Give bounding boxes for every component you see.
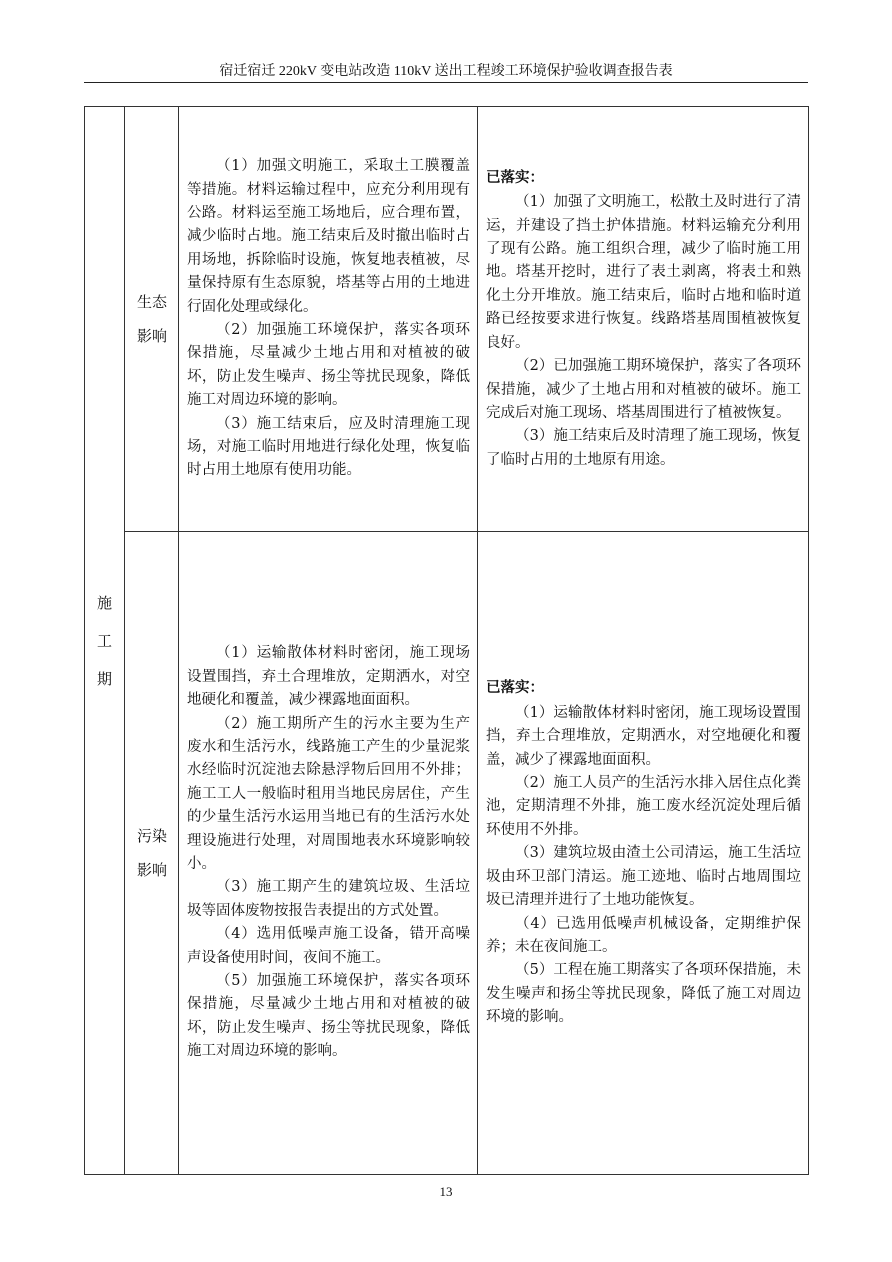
implementation-cell-pollution — [478, 532, 809, 1175]
page-number: 13 — [439, 1184, 453, 1199]
category-label: 污染 — [137, 827, 168, 845]
implementation-paragraph: （1）加强了文明施工，松散土及时进行了清运，并建设了挡土护体措施。材料运输充分利用了现有公路。施工组织合理，减少了临时施工用地。塔基开挖时，进行了表土剥离，将表土和熟化土分开堆放。施工结束后，临时占地和临时道路已经按要求进行恢复。线路塔基周围植被恢复良好。 — [486, 194, 801, 351]
requirement-paragraph: （3）施工结束后，应及时清理施工现场，对施工临时用地进行绿化处理，恢复临时占用土地原有使用功能。 — [187, 415, 470, 479]
implementation-paragraph: （2）已加强施工期环境保护，落实了各项环保措施，减少了土地占用和对植被的破坏。施工完成后对施工现场、塔基周围进行了植被恢复。 — [486, 358, 801, 421]
requirements-cell-pollution — [179, 532, 478, 1175]
survey-table — [84, 106, 809, 1175]
implementation-paragraph: （1）运输散体材料时密闭，施工现场设置围挡，弃土合理堆放，定期洒水，对空地硬化和覆盖，减少了裸露地面面积。 — [486, 704, 801, 768]
category-label: 影响 — [137, 327, 168, 345]
status-label: 已落实： — [486, 679, 544, 697]
requirement-paragraph: （2）加强施工环境保护，落实各项环保措施，尽量减少土地占用和对植被的破坏，防止发生噪声、扬尘等扰民现象，降低施工对周边环境的影响。 — [187, 322, 470, 409]
category-cell-pollution — [125, 532, 179, 1175]
requirement-paragraph: （4）选用低噪声施工设备，错开高噪声设备使用时间，夜间不施工。 — [187, 926, 470, 966]
phase-char: 施 — [96, 593, 112, 612]
phase-char: 工 — [96, 631, 112, 650]
implementation-paragraph: （3）建筑垃圾由渣土公司清运，施工生活垃圾由环卫部门清运。施工迹地、临时占地周围垃圾已清理并进行了土地功能恢复。 — [486, 845, 801, 909]
requirement-paragraph: （3）施工期产生的建筑垃圾、生活垃圾等固体废物按报告表提出的方式处置。 — [187, 879, 470, 919]
table-row-pollution — [85, 532, 809, 1175]
table-row-ecology — [85, 107, 809, 532]
category-label: 生态 — [137, 293, 168, 311]
implementation-paragraph: （3）施工结束后及时清理了施工现场，恢复了临时占用的土地原有用途。 — [486, 428, 801, 468]
header-rule — [84, 82, 808, 83]
implementation-paragraph: （5）工程在施工期落实了各项环保措施，未发生噪声和扬尘等扰民现象，降低了施工对周边环境的影响。 — [486, 962, 801, 1026]
category-label: 影响 — [137, 861, 168, 879]
requirement-paragraph: （1）加强文明施工，采取土工膜覆盖等措施。材料运输过程中，应充分利用现有公路。材料运至施工场地后，应合理布置，减少临时占地。施工结束后及时撤出临时占用场地，拆除临时设施，恢复地表植被，尽量保持原有生态原貌，塔基等占用的土地进行固化处理或绿化。 — [187, 158, 470, 315]
requirement-paragraph: （1）运输散体材料时密闭，施工现场设置围挡，弃土合理堆放，定期洒水，对空地硬化和覆盖，减少裸露地面面积。 — [187, 645, 470, 709]
category-cell-ecology — [125, 107, 179, 532]
page-header-title: 宿迁宿迁 220kV 变电站改造 110kV 送出工程竣工环境保护验收调查报告表 — [219, 64, 673, 79]
phase-cell — [85, 107, 125, 1175]
requirement-paragraph: （2）施工期所产生的污水主要为生产废水和生活污水，线路施工产生的少量泥浆水经临时沉淀池去除悬浮物后回用不外排；施工工人一般临时租用当地民房居住，产生的少量生活污水运用当地已有的生活污水处理设施进行处理，对周围地表水环境影响较小。 — [187, 715, 470, 872]
implementation-paragraph: （2）施工人员产的生活污水排入居住点化粪池，定期清理不外排，施工废水经沉淀处理后循环使用不外排。 — [486, 775, 801, 838]
implementation-cell-ecology — [478, 107, 809, 532]
requirements-cell-ecology — [179, 107, 478, 532]
implementation-paragraph: （4）已选用低噪声机械设备，定期维护保养；未在夜间施工。 — [486, 915, 801, 955]
phase-char: 期 — [96, 669, 112, 688]
status-label: 已落实： — [486, 168, 544, 186]
requirement-paragraph: （5）加强施工环境保护，落实各项环保措施，尽量减少土地占用和对植被的破坏，防止发生噪声、扬尘等扰民现象，降低施工对周边环境的影响。 — [187, 973, 470, 1060]
